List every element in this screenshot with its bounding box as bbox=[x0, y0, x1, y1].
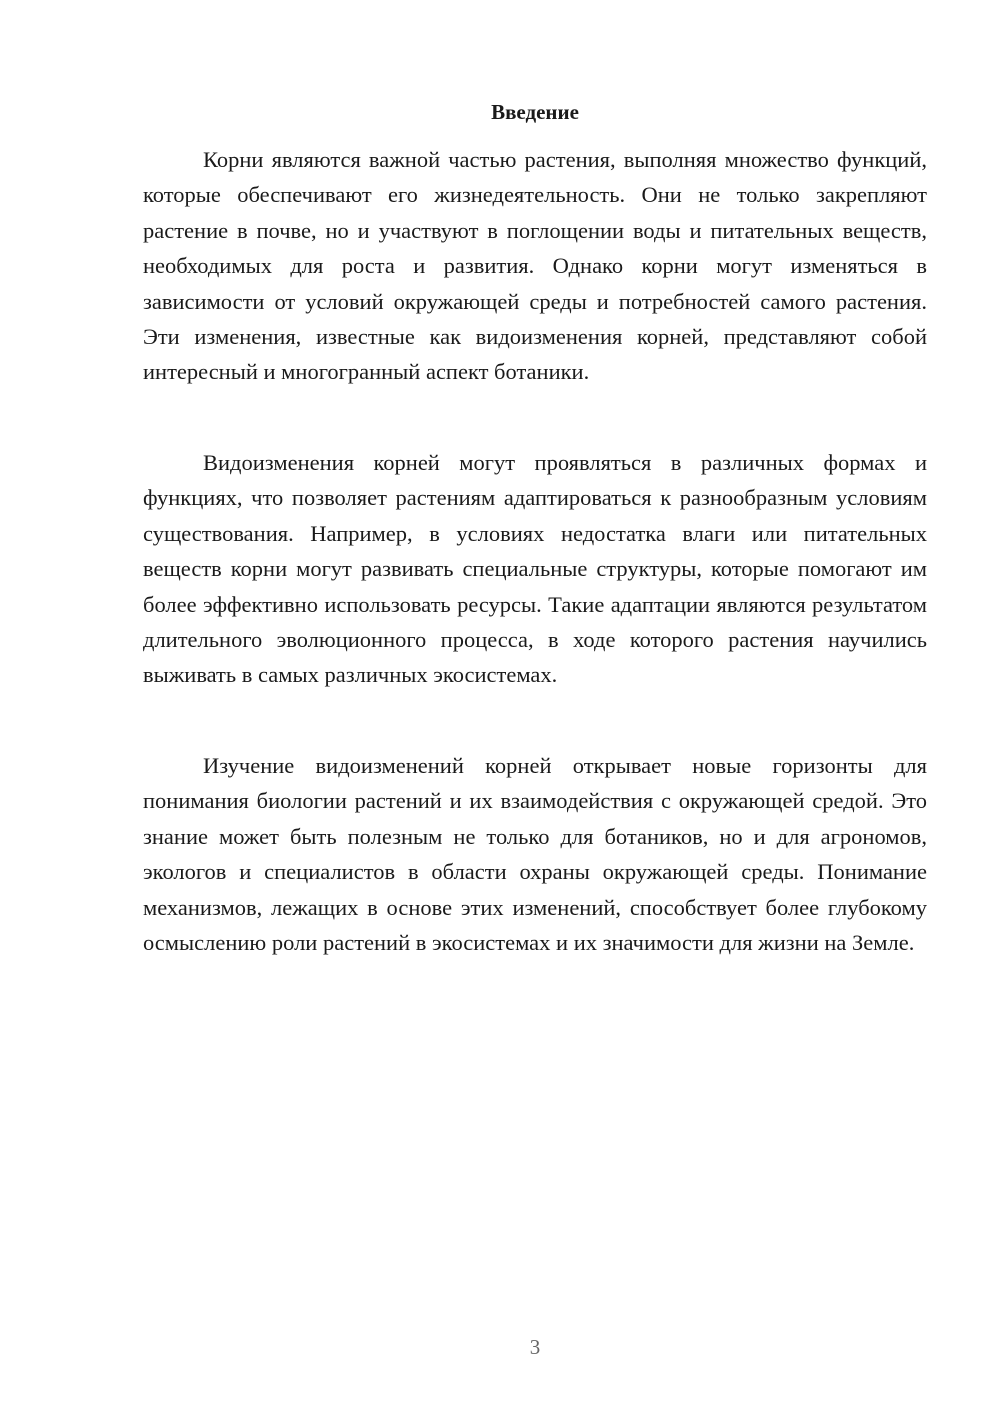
paragraph-1: Корни являются важной частью растения, выполняя множество функций, которые обеспечивают его жизнедеятельность. Они не только закрепляют растение в почве, но и участвуют в поглощении воды и питательных веществ, необходимых для роста и развития. Однако корни могут изменяться в зависимости от условий окружающей среды и потребностей самого растения. Эти изменения, известные как видоизменения корней, представляют собой интересный и многогранный аспект ботаники. bbox=[143, 147, 927, 385]
page-number: 3 bbox=[529, 1335, 541, 1359]
section-title: Введение bbox=[491, 100, 579, 124]
paragraph-2: Видоизменения корней могут проявляться в различных формах и функциях, что позволяет растениям адаптироваться к разнообразным условиям существования. Например, в условиях недостатка влаги или питательных веществ корни могут развивать специальные структуры, которые помогают им более эффективно использовать ресурсы. Такие адаптации являются результатом длительного эволюционного процесса, в ходе которого растения научились выживать в самых различных экосистемах. bbox=[143, 450, 927, 688]
paragraph-3: Изучение видоизменений корней открывает новые горизонты для понимания биологии растений и их взаимодействия с окружающей средой. Это знание может быть полезным не только для ботаников, но и для агрономов, экологов и специалистов в области охраны окружающей среды. Понимание механизмов, лежащих в основе этих изменений, способствует более глубокому осмыслению роли растений в экосистемах и их значимости для жизни на Земле. bbox=[143, 753, 927, 956]
